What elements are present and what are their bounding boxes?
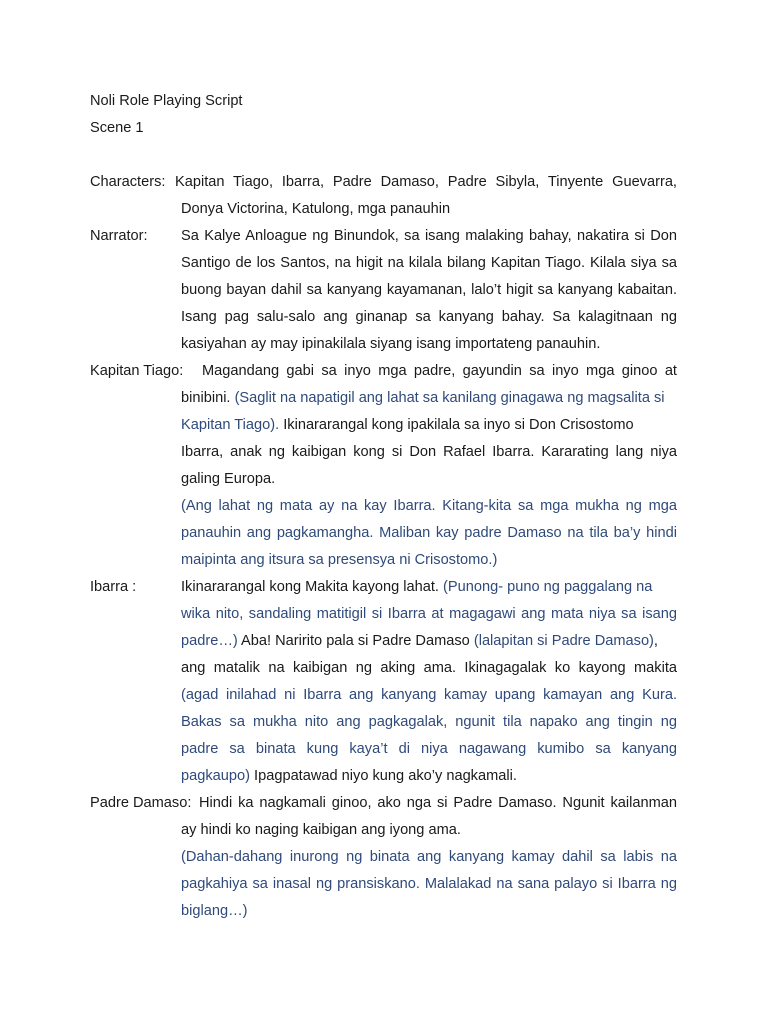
stage-direction-line-5: pagkahiya sa inasal ng pransiskano. Malalakad na sana palayo si Ibarra ng	[181, 876, 677, 892]
kapitan-tiago-line-4: Ibarra, anak ng kaibigan kong si Don Rafael Ibarra. Kararating lang niya	[181, 444, 677, 460]
ibarra-line-2: wika nito, sandaling matitigil si Ibarra at magagawi ang mata niya sa isang	[181, 606, 677, 622]
speaker-characters: Characters:	[90, 174, 166, 190]
kapitan-tiago-line-2	[181, 389, 665, 407]
stage-direction-line-2: panauhin ang pagkamangha. Maliban kay padre Damaso na tila ba’y hindi	[181, 525, 677, 541]
speaker-ibarra: Ibarra :	[90, 579, 137, 595]
ibarra-line-7: padre sa binata kung kaya’t di niya nagawang kumibo sa kanyang	[181, 741, 677, 757]
speaker-kapitan-tiago: Kapitan Tiago:	[90, 363, 184, 379]
kapitan-tiago-line-5: galing Europa.	[181, 471, 276, 487]
script-title: Noli Role Playing Script	[90, 93, 243, 109]
kapitan-tiago-line-3	[181, 416, 634, 434]
ibarra-line-1	[181, 578, 652, 596]
kapitan-tiago-line-1: Magandang gabi sa inyo mga padre, gayundin sa inyo mga ginoo at	[202, 363, 677, 379]
narrator-line-2: Santigo de los Santos, na higit na kilala bilang Kapitan Tiago. Kilala siya sa	[181, 255, 677, 271]
stage-direction: (Saglit na napatigil ang lahat sa kanilang ginagawa ng magsalita si	[234, 390, 665, 406]
dialogue-text: binibini.	[181, 390, 231, 406]
stage-direction-line-1: (Ang lahat ng mata ay na kay Ibarra. Kitang-kita sa mga mukha ng mga	[181, 498, 677, 514]
characters-list-line-2: Donya Victorina, Katulong, mga panauhin	[181, 201, 451, 217]
padre-damaso-line-2: ay hindi ko naging kaibigan ang iyong ama.	[181, 822, 461, 838]
dialogue-text: Ipagpatawad niyo kung ako’y nagkamali.	[254, 768, 517, 784]
narrator-line-4: Isang pag salu-salo ang ginanap sa kanyang bahay. Sa kalagitnaan ng	[181, 309, 677, 325]
ibarra-line-8	[181, 767, 517, 785]
dialogue-text: Ikinararangal kong ipakilala sa inyo si Don Crisostomo	[283, 417, 634, 433]
narrator-line-5: kasiyahan ay may ipinakilala siyang isang importateng panauhin.	[181, 336, 601, 352]
ibarra-line-3	[181, 632, 658, 650]
ibarra-line-6: Bakas sa mukha nito ang pagkagalak, ngunit tila napako ang tingin ng	[181, 714, 677, 730]
stage-direction: (lalapitan si Padre Damaso)	[473, 633, 654, 649]
speaker-narrator: Narrator:	[90, 228, 148, 244]
narrator-line-1: Sa Kalye Anloague ng Binundok, sa isang malaking bahay, nakatira si Don	[181, 228, 677, 244]
speaker-padre-damaso: Padre Damaso:	[90, 795, 192, 811]
narrator-line-3: buong bayan dahil sa kanyang kayamanan, lalo’t higit sa kanyang kabaitan.	[181, 282, 677, 298]
padre-damaso-line-1: Hindi ka nagkamali ginoo, ako nga si Padre Damaso. Ngunit kailanman	[199, 795, 677, 811]
characters-list-line-1: Kapitan Tiago, Ibarra, Padre Damaso, Padre Sibyla, Tinyente Guevarra,	[175, 174, 677, 190]
stage-direction-line-3: maipinta ang itsura sa presensya ni Crisostomo.)	[181, 552, 498, 568]
scene-heading: Scene 1	[90, 120, 144, 136]
stage-direction-line-4: (Dahan-dahang inurong ng binata ang kanyang kamay dahil sa labis na	[181, 849, 677, 865]
stage-direction: padre…)	[181, 633, 238, 649]
comma: ,	[653, 633, 658, 649]
stage-direction: pagkaupo)	[181, 768, 250, 784]
stage-direction: (Punong- puno ng paggalang na	[443, 579, 653, 595]
dialogue-text: Ikinararangal kong Makita kayong lahat.	[181, 579, 439, 595]
ibarra-line-5: (agad inilahad ni Ibarra ang kanyang kamay upang kamayan ang Kura.	[181, 687, 677, 703]
dialogue-text: Aba! Naririto pala si Padre Damaso	[241, 633, 470, 649]
stage-direction: Kapitan Tiago).	[181, 417, 280, 433]
stage-direction-line-6: biglang…)	[181, 903, 248, 919]
ibarra-line-4: ang matalik na kaibigan ng aking ama. Ikinagagalak ko kayong makita	[181, 660, 677, 676]
